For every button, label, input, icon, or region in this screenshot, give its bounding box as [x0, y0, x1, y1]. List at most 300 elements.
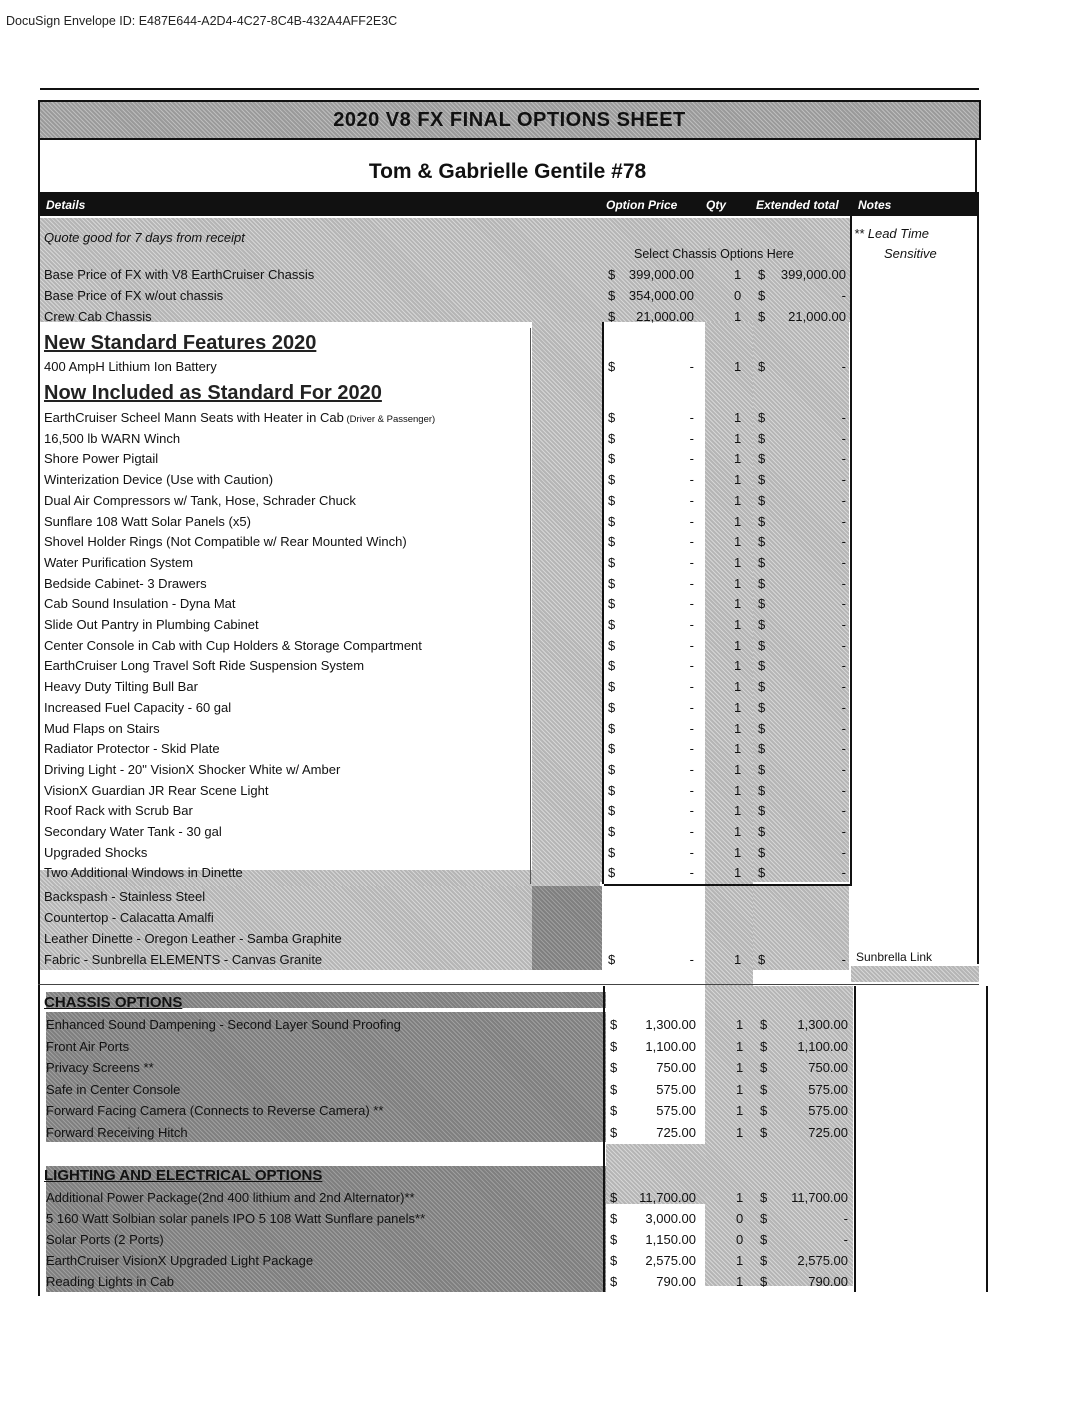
- ext-dollar: $: [758, 741, 766, 757]
- header-notes: Notes: [858, 198, 892, 212]
- row-qty: 1: [734, 596, 742, 612]
- price-dollar: $: [608, 803, 616, 819]
- row-qty: 1: [734, 492, 742, 508]
- price-dollar: $: [608, 472, 616, 488]
- extended-total: -: [841, 554, 846, 570]
- row-qty: 1: [734, 637, 742, 653]
- option-price: -: [689, 410, 694, 425]
- row-label: Additional Power Package(2nd 400 lithium and 2nd Alternator)**: [46, 1190, 415, 1205]
- extended-total: -: [843, 1211, 848, 1226]
- row-label: EarthCruiser Long Travel Soft Ride Suspension System: [44, 658, 365, 674]
- ext-dollar: $: [758, 637, 766, 653]
- option-price: -: [689, 513, 694, 529]
- ext-dollar: $: [760, 1103, 768, 1118]
- table-row: [40, 1079, 981, 1099]
- ext-dollar: $: [758, 513, 766, 529]
- row-qty: 1: [734, 803, 742, 819]
- table-row: [38, 531, 979, 551]
- ext-dollar: $: [760, 1017, 768, 1032]
- row-label: Heavy Duty Tilting Bull Bar: [44, 679, 198, 695]
- row-label: Front Air Ports: [46, 1038, 130, 1054]
- table-row: [38, 635, 979, 655]
- row-label: Backspash - Stainless Steel: [44, 889, 206, 904]
- table-row: [38, 928, 979, 948]
- price-dollar: $: [608, 288, 616, 303]
- row-qty: 1: [736, 1038, 744, 1054]
- table-row: [38, 593, 979, 613]
- option-price: -: [689, 596, 694, 612]
- extended-total: -: [841, 492, 846, 508]
- quote-validity-note: Quote good for 7 days from receipt: [44, 230, 245, 245]
- table-row: [40, 1208, 981, 1228]
- options-sheet: [38, 100, 979, 1300]
- extended-total: -: [841, 472, 846, 488]
- lead-time-line-2: Sensitive: [884, 246, 937, 261]
- table-row: [38, 264, 979, 284]
- table-row: [38, 800, 979, 820]
- option-price: -: [689, 952, 694, 967]
- price-dollar: $: [608, 410, 616, 425]
- option-price: -: [689, 699, 694, 715]
- extended-total: -: [841, 952, 846, 967]
- row-label: Base Price of FX w/out chassis: [44, 288, 224, 303]
- extended-total: -: [841, 720, 846, 736]
- table-row: [38, 306, 979, 326]
- ext-dollar: $: [760, 1124, 768, 1140]
- price-dollar: $: [610, 1103, 618, 1118]
- select-chassis-hint: Select Chassis Options Here: [634, 247, 794, 261]
- table-row: [38, 511, 979, 531]
- section-now-included: Now Included as Standard For 2020: [44, 382, 382, 404]
- table-row: [38, 407, 979, 427]
- row-label: Forward Facing Camera (Connects to Reverse Camera) **: [46, 1103, 384, 1118]
- row-qty: 1: [734, 472, 742, 488]
- price-dollar: $: [608, 844, 616, 860]
- price-dollar: $: [610, 1211, 618, 1226]
- price-dollar: $: [610, 1038, 618, 1054]
- option-price: -: [689, 359, 694, 374]
- ext-dollar: $: [758, 430, 766, 446]
- price-dollar: $: [608, 451, 616, 467]
- extended-total: 399,000.00: [780, 267, 846, 282]
- row-label: Privacy Screens **: [46, 1060, 154, 1075]
- option-price: 1,300.00: [645, 1017, 696, 1032]
- docusign-envelope-id: DocuSign Envelope ID: E487E644-A2D4-4C27-8C4B-432A4AFF2E3C: [6, 14, 398, 28]
- table-row: [38, 697, 979, 717]
- row-label: Shovel Holder Rings (Not Compatible w/ Rear Mounted Winch): [44, 534, 407, 550]
- ext-dollar: $: [758, 617, 766, 632]
- option-price: 790.00: [656, 1274, 696, 1289]
- table-row: [40, 1250, 981, 1270]
- option-price: 1,150.00: [645, 1232, 696, 1247]
- extended-total: -: [841, 741, 846, 757]
- row-qty: 1: [736, 1103, 744, 1118]
- table-row: [38, 842, 979, 862]
- table-row: [38, 428, 979, 448]
- row-label: Countertop - Calacatta Amalfi: [44, 910, 214, 925]
- extended-total: -: [841, 637, 846, 653]
- header-option-price: Option Price: [606, 198, 678, 212]
- option-price: 1,100.00: [645, 1038, 696, 1054]
- row-label: EarthCruiser VisionX Upgraded Light Package: [46, 1253, 314, 1268]
- section-lighting-options: LIGHTING AND ELECTRICAL OPTIONS: [44, 1167, 323, 1184]
- option-price: -: [689, 720, 694, 736]
- ext-dollar: $: [758, 699, 766, 715]
- row-qty: 1: [734, 699, 742, 715]
- ext-dollar: $: [758, 844, 766, 860]
- price-dollar: $: [608, 699, 616, 715]
- extended-total: 1,100.00: [797, 1038, 848, 1054]
- section-chassis-options: CHASSIS OPTIONS: [44, 994, 183, 1011]
- extended-total: -: [841, 844, 846, 860]
- sheet-title: 2020 V8 FX FINAL OPTIONS SHEET: [38, 100, 981, 140]
- header-details: Details: [46, 198, 86, 212]
- option-price: 725.00: [656, 1124, 696, 1140]
- table-row: [38, 448, 979, 468]
- price-dollar: $: [610, 1124, 618, 1140]
- row-qty: 1: [734, 359, 742, 374]
- extended-total: -: [841, 803, 846, 819]
- option-price: -: [689, 844, 694, 860]
- row-qty: 1: [736, 1274, 744, 1289]
- row-label: EarthCruiser Scheel Mann Seats with Heater in Cab (Driver & Passenger): [44, 410, 436, 425]
- option-price: 11,700.00: [639, 1190, 696, 1205]
- extended-total: -: [841, 575, 846, 591]
- table-row: [40, 1100, 981, 1120]
- extended-total: 725.00: [808, 1124, 848, 1140]
- row-qty: 1: [736, 1190, 744, 1205]
- table-row: [38, 759, 979, 779]
- row-label: Safe in Center Console: [46, 1081, 181, 1097]
- extended-total: -: [841, 658, 846, 674]
- row-label: Center Console in Cab with Cup Holders & Storage Compartment: [44, 637, 422, 653]
- row-qualifier: (Driver & Passenger): [343, 414, 436, 425]
- option-price: 750.00: [656, 1060, 696, 1075]
- option-price: -: [689, 472, 694, 488]
- extended-total: -: [841, 699, 846, 715]
- row-qty: 1: [734, 865, 742, 881]
- row-label: Water Purification System: [44, 554, 194, 570]
- table-row: [38, 285, 979, 305]
- ext-dollar: $: [760, 1211, 768, 1226]
- row-label: Enhanced Sound Dampening - Second Layer Sound Proofing: [46, 1017, 401, 1032]
- lead-time-line-1: ** Lead Time: [854, 226, 930, 241]
- extended-total: -: [841, 410, 846, 425]
- price-dollar: $: [610, 1017, 618, 1032]
- price-dollar: $: [608, 267, 616, 282]
- customer-name: Tom & Gabrielle Gentile #78: [38, 138, 977, 192]
- ext-dollar: $: [760, 1253, 768, 1268]
- row-label: Sunflare 108 Watt Solar Panels (x5): [44, 513, 251, 529]
- ext-dollar: $: [758, 824, 766, 839]
- table-row: [40, 1271, 981, 1291]
- extended-total: -: [841, 761, 846, 777]
- ext-dollar: $: [758, 865, 766, 881]
- ext-dollar: $: [760, 1274, 768, 1289]
- price-dollar: $: [608, 865, 616, 881]
- option-price: -: [689, 741, 694, 757]
- price-dollar: $: [608, 617, 616, 632]
- row-label: Solar Ports (2 Ports): [46, 1232, 164, 1247]
- row-qty: 1: [736, 1253, 744, 1268]
- table-row: [38, 469, 979, 489]
- row-label: Dual Air Compressors w/ Tank, Hose, Schrader Chuck: [44, 492, 356, 508]
- row-label: Two Additional Windows in Dinette: [44, 865, 243, 881]
- extended-total: -: [843, 1232, 848, 1247]
- extended-total: 575.00: [808, 1081, 848, 1097]
- row-qty: 1: [734, 658, 742, 674]
- extended-total: 750.00: [808, 1060, 848, 1075]
- table-row: [38, 949, 979, 969]
- lower-right-border: [986, 986, 988, 1292]
- row-qty: 1: [736, 1081, 744, 1097]
- ext-dollar: $: [758, 761, 766, 777]
- ext-dollar: $: [758, 658, 766, 674]
- price-dollar: $: [608, 952, 616, 967]
- finish-bottom-rule: [38, 984, 979, 985]
- ext-dollar: $: [758, 554, 766, 570]
- row-qty: 1: [734, 430, 742, 446]
- price-dollar: $: [610, 1190, 618, 1205]
- table-row: [38, 907, 979, 927]
- row-label: Bedside Cabinet- 3 Drawers: [44, 575, 207, 591]
- extended-total: -: [841, 288, 846, 303]
- row-label: Radiator Protector - Skid Plate: [44, 741, 220, 757]
- price-dollar: $: [608, 359, 616, 374]
- price-dollar: $: [608, 534, 616, 550]
- option-price: 399,000.00: [628, 267, 694, 282]
- extended-total: -: [841, 451, 846, 467]
- row-qty: 1: [734, 617, 742, 632]
- price-dollar: $: [608, 658, 616, 674]
- ext-dollar: $: [758, 288, 766, 303]
- row-label: 400 AmpH Lithium Ion Battery: [44, 359, 217, 374]
- price-dollar: $: [608, 309, 616, 324]
- price-dollar: $: [608, 554, 616, 570]
- row-qty: 1: [734, 451, 742, 467]
- ext-dollar: $: [760, 1232, 768, 1247]
- price-dollar: $: [608, 782, 616, 798]
- option-price: -: [689, 430, 694, 446]
- option-price: 575.00: [656, 1103, 696, 1118]
- row-label: Crew Cab Chassis: [44, 309, 152, 324]
- row-label: Base Price of FX with V8 EarthCruiser Chassis: [44, 267, 315, 282]
- row-qty: 1: [734, 513, 742, 529]
- header-extended-total: Extended total: [756, 198, 839, 212]
- price-dollar: $: [610, 1232, 618, 1247]
- table-row: [40, 1014, 981, 1034]
- row-qty: 1: [734, 824, 742, 839]
- ext-dollar: $: [758, 410, 766, 425]
- option-price: -: [689, 824, 694, 839]
- table-row: [40, 1057, 981, 1077]
- header-qty: Qty: [706, 198, 727, 212]
- extended-total: 21,000.00: [788, 309, 846, 324]
- option-price: -: [689, 865, 694, 881]
- extended-total: -: [841, 865, 846, 881]
- ext-dollar: $: [758, 575, 766, 591]
- row-qty: 1: [734, 410, 742, 425]
- table-row: [38, 676, 979, 696]
- extended-total: -: [841, 534, 846, 550]
- option-price: -: [689, 782, 694, 798]
- table-row: [40, 1122, 981, 1142]
- row-qty: 0: [736, 1232, 744, 1247]
- row-label: Reading Lights in Cab: [46, 1274, 174, 1289]
- option-price: -: [689, 534, 694, 550]
- price-dollar: $: [608, 430, 616, 446]
- row-qty: 1: [734, 782, 742, 798]
- option-price: -: [689, 658, 694, 674]
- row-qty: 1: [734, 679, 742, 695]
- extended-total: -: [841, 513, 846, 529]
- price-dollar: $: [610, 1081, 618, 1097]
- option-price: -: [689, 617, 694, 632]
- price-dollar: $: [610, 1253, 618, 1268]
- extended-total: 1,300.00: [797, 1017, 848, 1032]
- ext-dollar: $: [758, 952, 766, 967]
- ext-dollar: $: [758, 492, 766, 508]
- extended-total: 2,575.00: [797, 1253, 848, 1268]
- row-label: Slide Out Pantry in Plumbing Cabinet: [44, 617, 259, 632]
- option-price: 575.00: [656, 1081, 696, 1097]
- table-row: [38, 886, 979, 906]
- row-label: Driving Light - 20" VisionX Shocker White w/ Amber: [44, 761, 341, 777]
- price-dollar: $: [608, 637, 616, 653]
- row-qty: 1: [736, 1060, 744, 1075]
- row-label: Increased Fuel Capacity - 60 gal: [44, 699, 232, 715]
- extended-total: -: [841, 596, 846, 612]
- top-rule: [40, 88, 979, 90]
- price-dollar: $: [608, 824, 616, 839]
- extended-total: -: [841, 824, 846, 839]
- row-label: Upgraded Shocks: [44, 844, 148, 860]
- ext-dollar: $: [760, 1060, 768, 1075]
- table-row: [38, 655, 979, 675]
- ext-dollar: $: [758, 267, 766, 282]
- ext-dollar: $: [758, 803, 766, 819]
- ext-dollar: $: [758, 309, 766, 324]
- option-price: -: [689, 554, 694, 570]
- extended-total: -: [841, 430, 846, 446]
- option-price: 3,000.00: [645, 1211, 696, 1226]
- option-price: 354,000.00: [628, 288, 694, 303]
- option-price: -: [689, 492, 694, 508]
- row-qty: 1: [734, 761, 742, 777]
- row-label: Secondary Water Tank - 30 gal: [44, 824, 222, 839]
- row-label: Fabric - Sunbrella ELEMENTS - Canvas Granite: [44, 952, 323, 967]
- price-dollar: $: [608, 720, 616, 736]
- row-qty: 1: [736, 1124, 744, 1140]
- table-row: [40, 1036, 981, 1056]
- table-row: [38, 738, 979, 758]
- row-label: VisionX Guardian JR Rear Scene Light: [44, 782, 269, 798]
- row-label: Forward Receiving Hitch: [46, 1124, 188, 1140]
- row-qty: 1: [736, 1017, 744, 1032]
- row-label: 16,500 lb WARN Winch: [44, 430, 181, 446]
- option-price: -: [689, 761, 694, 777]
- table-row: [38, 552, 979, 572]
- table-row: [38, 718, 979, 738]
- row-qty: 1: [734, 952, 742, 967]
- row-label: Roof Rack with Scrub Bar: [44, 803, 193, 819]
- ext-dollar: $: [758, 359, 766, 374]
- extended-total: -: [841, 679, 846, 695]
- option-price: -: [689, 575, 694, 591]
- extended-total: 11,700.00: [791, 1190, 848, 1205]
- price-dollar: $: [608, 679, 616, 695]
- row-label: Mud Flaps on Stairs: [44, 720, 160, 736]
- section-new-standard: New Standard Features 2020: [44, 332, 317, 354]
- sunbrella-link[interactable]: Sunbrella Link: [856, 950, 933, 964]
- row-label: Leather Dinette - Oregon Leather - Samba Graphite: [44, 931, 342, 946]
- row-qty: 1: [734, 575, 742, 591]
- table-row: [38, 573, 979, 593]
- table-row: [38, 614, 979, 634]
- ext-dollar: $: [758, 720, 766, 736]
- row-qty: 1: [734, 534, 742, 550]
- table-row: [38, 821, 979, 841]
- ext-dollar: $: [758, 534, 766, 550]
- price-dollar: $: [608, 492, 616, 508]
- row-qty: 1: [734, 267, 742, 282]
- row-qty: 1: [734, 554, 742, 570]
- option-price: -: [689, 451, 694, 467]
- row-label: 5 160 Watt Solbian solar panels IPO 5 108 Watt Sunflare panels**: [46, 1211, 426, 1226]
- option-price: 21,000.00: [636, 309, 694, 324]
- price-dollar: $: [608, 575, 616, 591]
- table-row: [40, 1229, 981, 1249]
- ext-dollar: $: [760, 1190, 768, 1205]
- extended-total: -: [841, 782, 846, 798]
- row-qty: 1: [734, 720, 742, 736]
- row-label: Winterization Device (Use with Caution): [44, 472, 274, 488]
- table-row: [38, 780, 979, 800]
- extended-total: -: [841, 359, 846, 374]
- ext-dollar: $: [760, 1081, 768, 1097]
- extended-total: -: [841, 617, 846, 632]
- price-dollar: $: [610, 1274, 618, 1289]
- option-price: -: [689, 803, 694, 819]
- extended-total: 575.00: [808, 1103, 848, 1118]
- option-price: -: [689, 679, 694, 695]
- ext-dollar: $: [758, 679, 766, 695]
- row-qty: 0: [734, 288, 742, 303]
- row-qty: 1: [734, 309, 742, 324]
- option-price: -: [689, 637, 694, 653]
- table-row: [38, 490, 979, 510]
- extended-total: 790.00: [808, 1274, 848, 1289]
- row-qty: 1: [734, 741, 742, 757]
- option-price: 2,575.00: [645, 1253, 696, 1268]
- ext-dollar: $: [758, 782, 766, 798]
- table-row: [40, 1187, 981, 1207]
- row-label: Cab Sound Insulation - Dyna Mat: [44, 596, 236, 612]
- ext-dollar: $: [758, 451, 766, 467]
- row-label: Shore Power Pigtail: [44, 451, 159, 467]
- price-dollar: $: [608, 741, 616, 757]
- ext-dollar: $: [758, 596, 766, 612]
- price-dollar: $: [608, 513, 616, 529]
- lead-time-note: [854, 224, 937, 264]
- column-header-bar: [38, 192, 979, 216]
- table-row: [38, 356, 979, 376]
- ext-dollar: $: [760, 1038, 768, 1054]
- price-dollar: $: [610, 1060, 618, 1075]
- price-dollar: $: [608, 761, 616, 777]
- row-qty: 1: [734, 844, 742, 860]
- price-dollar: $: [608, 596, 616, 612]
